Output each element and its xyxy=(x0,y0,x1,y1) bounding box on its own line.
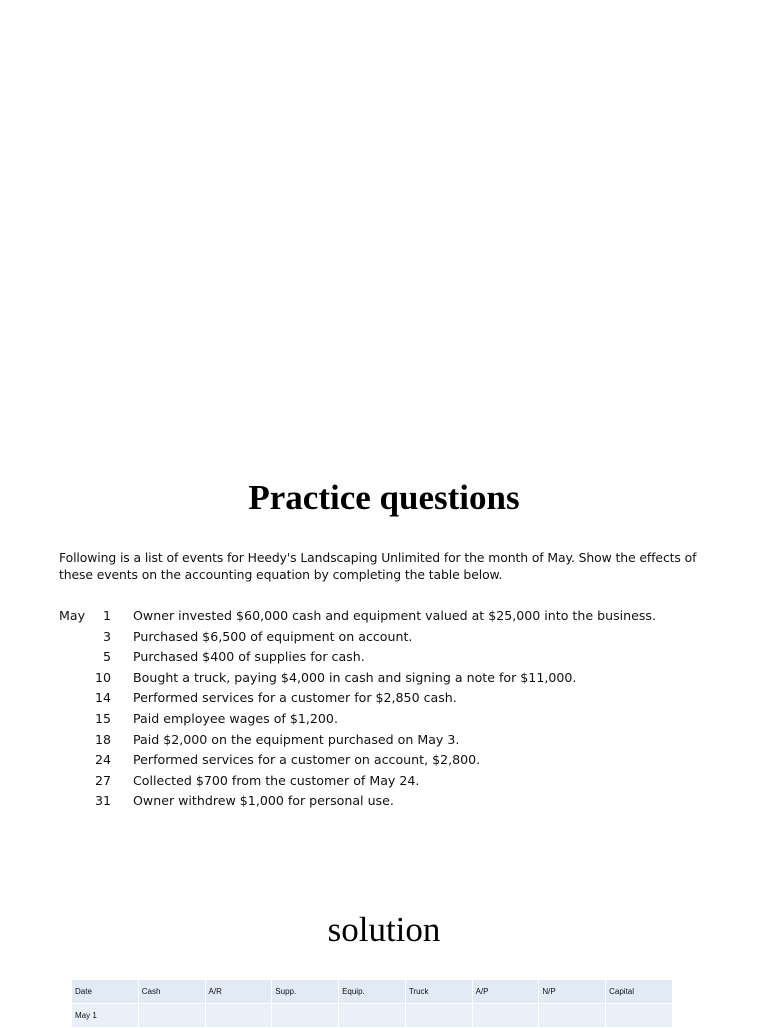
event-row xyxy=(59,688,719,709)
column-header-cash: Cash xyxy=(138,980,205,1004)
event-row xyxy=(59,606,719,627)
event-description: Bought a truck, paying $4,000 in cash and signing a note for $11,000. xyxy=(133,669,577,685)
column-header-supplies: Supp. xyxy=(272,980,339,1004)
event-day: 3 xyxy=(102,628,111,644)
event-row xyxy=(59,730,719,751)
event-description: Collected $700 from the customer of May 24. xyxy=(133,772,420,788)
solution-title: solution xyxy=(327,910,441,949)
solution-table xyxy=(71,979,673,1028)
event-day: 31 xyxy=(94,793,111,809)
event-row xyxy=(59,791,719,812)
column-header-equipment: Equip. xyxy=(339,980,406,1004)
event-day: 1 xyxy=(102,608,111,623)
event-row xyxy=(59,771,719,792)
event-day: 24 xyxy=(94,752,111,768)
event-row xyxy=(59,647,719,668)
event-day: 15 xyxy=(94,710,111,726)
page-title: Practice questions xyxy=(248,478,520,517)
event-description: Purchased $6,500 of equipment on account. xyxy=(133,628,413,644)
column-header-ar: A/R xyxy=(205,980,272,1004)
table-header-row xyxy=(72,980,673,1004)
event-description: Paid employee wages of $1,200. xyxy=(133,710,338,726)
column-header-capital: Capital xyxy=(606,980,673,1004)
event-day: 5 xyxy=(102,649,111,665)
column-header-np: N/P xyxy=(539,980,606,1004)
event-description: Purchased $400 of supplies for cash. xyxy=(133,649,365,665)
event-row xyxy=(59,627,719,648)
event-day: 27 xyxy=(94,772,111,788)
intro-paragraph: Following is a list of events for Heedy's Landscaping Unlimited for the month of May. Show the effects of these events on the accounting equation by completing the table below. xyxy=(59,550,697,582)
column-header-truck: Truck xyxy=(405,980,472,1004)
event-description: Paid $2,000 on the equipment purchased on May 3. xyxy=(133,731,460,747)
event-day: 10 xyxy=(94,669,111,685)
column-header-ap: A/P xyxy=(472,980,539,1004)
event-month: May xyxy=(59,608,86,623)
event-description: Performed services for a customer on account, $2,800. xyxy=(133,752,481,768)
event-description: Owner withdrew $1,000 for personal use. xyxy=(133,793,394,809)
event-day: 18 xyxy=(94,731,111,747)
event-day: 14 xyxy=(94,690,111,706)
event-row xyxy=(59,750,719,771)
event-row xyxy=(59,709,719,730)
event-row xyxy=(59,668,719,689)
event-description: Owner invested $60,000 cash and equipment valued at $25,000 into the business. xyxy=(133,608,656,623)
event-list xyxy=(59,606,719,812)
event-description: Performed services for a customer for $2,850 cash. xyxy=(133,690,457,706)
table-cell: May 1 xyxy=(72,1004,139,1028)
column-header-date: Date xyxy=(72,980,139,1004)
